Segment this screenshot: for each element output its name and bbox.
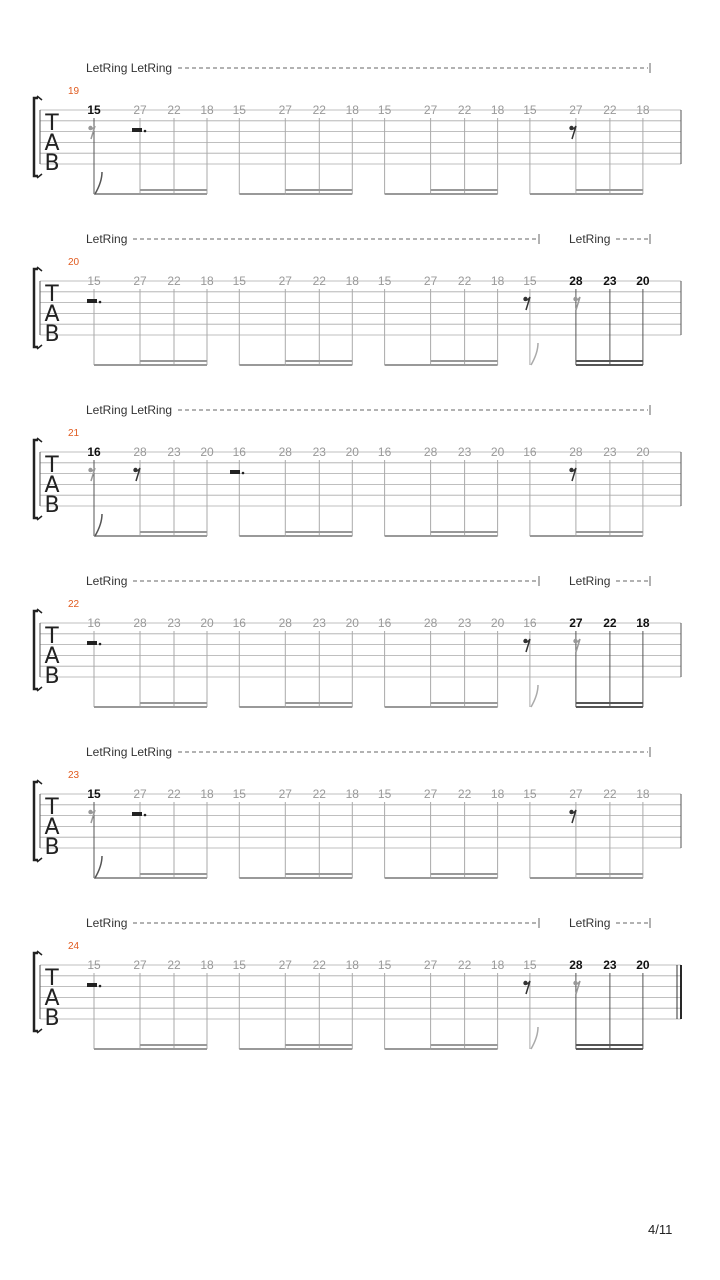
fret-number: 15 — [523, 958, 537, 972]
note-flag — [531, 343, 538, 365]
fret-number: 16 — [232, 445, 246, 459]
fret-number: 15 — [232, 274, 246, 288]
fret-number: 18 — [200, 958, 214, 972]
note-flag — [95, 856, 102, 878]
fret-number: 28 — [569, 274, 583, 288]
tab-clef-letter: B — [44, 664, 60, 689]
fret-number: 18 — [345, 787, 359, 801]
fret-number: 15 — [523, 274, 537, 288]
dotted-rest-icon — [87, 299, 97, 303]
fret-number: 18 — [490, 274, 505, 288]
fret-number: 16 — [523, 616, 537, 630]
fret-number: 18 — [490, 103, 505, 117]
fret-number: 22 — [167, 103, 181, 117]
fret-number: 22 — [603, 103, 617, 117]
note-flag — [531, 1027, 538, 1049]
tab-system-20 — [34, 232, 681, 365]
system-bracket — [34, 440, 38, 518]
rest-dot — [99, 643, 102, 646]
fret-number: 27 — [569, 787, 583, 801]
fret-number: 20 — [345, 445, 359, 459]
fret-number: 15 — [87, 103, 101, 117]
tab-system-19 — [34, 61, 681, 194]
fret-number: 28 — [423, 616, 438, 630]
fret-number: 15 — [232, 958, 246, 972]
fret-number: 20 — [636, 445, 650, 459]
let-ring-label: LetRing LetRing — [86, 745, 173, 759]
fret-number: 18 — [200, 103, 214, 117]
let-ring-label: LetRing — [86, 916, 128, 930]
tab-clef-letter: T — [45, 453, 59, 478]
system-bracket — [34, 611, 38, 689]
fret-number: 20 — [490, 445, 505, 459]
fret-number: 22 — [167, 787, 181, 801]
tab-clef-letter: A — [44, 473, 60, 498]
fret-number: 22 — [457, 787, 472, 801]
fret-number: 15 — [377, 103, 392, 117]
fret-number: 15 — [377, 958, 392, 972]
dotted-rest-icon — [87, 641, 97, 645]
tab-system-22 — [34, 574, 681, 707]
fret-number: 18 — [200, 787, 214, 801]
measure-number: 23 — [68, 770, 80, 781]
fret-number: 27 — [278, 103, 292, 117]
fret-number: 27 — [423, 103, 438, 117]
dotted-rest-icon — [230, 470, 240, 474]
fret-number: 20 — [636, 274, 650, 288]
fret-number: 15 — [523, 787, 537, 801]
fret-number: 15 — [232, 787, 246, 801]
fret-number: 27 — [423, 958, 438, 972]
let-ring-label: LetRing — [86, 574, 128, 588]
fret-number: 15 — [377, 787, 392, 801]
fret-number: 22 — [167, 958, 181, 972]
fret-number: 28 — [278, 445, 292, 459]
fret-number: 23 — [167, 445, 181, 459]
system-bracket — [34, 98, 38, 176]
note-flag — [531, 685, 538, 707]
tab-clef-letter: T — [45, 795, 59, 820]
fret-number: 28 — [423, 445, 438, 459]
fret-number: 22 — [457, 103, 472, 117]
fret-number: 28 — [569, 445, 583, 459]
fret-number: 22 — [312, 787, 326, 801]
rest-dot — [99, 301, 102, 304]
fret-number: 27 — [569, 616, 583, 630]
dotted-rest-icon — [87, 983, 97, 987]
fret-number: 15 — [87, 958, 101, 972]
fret-number: 27 — [133, 787, 147, 801]
fret-number: 18 — [636, 787, 650, 801]
tab-clef-letter: B — [44, 835, 60, 860]
fret-number: 27 — [278, 958, 292, 972]
rest-dot — [242, 472, 245, 475]
fret-number: 27 — [423, 274, 438, 288]
fret-number: 27 — [278, 787, 292, 801]
fret-number: 18 — [200, 274, 214, 288]
rest-dot — [99, 985, 102, 988]
tab-clef-letter: T — [45, 624, 59, 649]
let-ring-label: LetRing LetRing — [86, 403, 173, 417]
fret-number: 23 — [603, 445, 617, 459]
measure-number: 22 — [68, 599, 80, 610]
fret-number: 23 — [457, 616, 472, 630]
let-ring-label: LetRing — [569, 232, 611, 246]
fret-number: 23 — [312, 445, 326, 459]
fret-number: 15 — [87, 787, 101, 801]
fret-number: 16 — [87, 445, 101, 459]
fret-number: 22 — [457, 274, 472, 288]
tab-clef-letter: B — [44, 151, 60, 176]
fret-number: 22 — [603, 616, 617, 630]
note-flag — [95, 172, 102, 194]
fret-number: 15 — [87, 274, 101, 288]
fret-number: 27 — [423, 787, 438, 801]
fret-number: 18 — [345, 958, 359, 972]
measure-number: 21 — [68, 428, 80, 439]
fret-number: 28 — [569, 958, 583, 972]
fret-number: 27 — [133, 103, 147, 117]
tab-system-23 — [34, 745, 681, 878]
fret-number: 22 — [603, 787, 617, 801]
fret-number: 22 — [312, 103, 326, 117]
fret-number: 28 — [133, 616, 147, 630]
tab-system-21 — [34, 403, 681, 536]
measure-number: 20 — [68, 257, 80, 268]
fret-number: 20 — [200, 616, 214, 630]
fret-number: 27 — [133, 958, 147, 972]
fret-number: 23 — [603, 958, 617, 972]
let-ring-label: LetRing — [569, 574, 611, 588]
tab-clef-letter: B — [44, 493, 60, 518]
fret-number: 27 — [133, 274, 147, 288]
tab-clef-letter: B — [44, 1006, 60, 1031]
tab-clef-letter: T — [45, 111, 59, 136]
fret-number: 20 — [636, 958, 650, 972]
fret-number: 15 — [377, 274, 392, 288]
let-ring-label: LetRing — [569, 916, 611, 930]
tab-clef-letter: A — [44, 815, 60, 840]
rest-dot — [144, 130, 147, 133]
fret-number: 18 — [490, 787, 505, 801]
tab-clef-letter: T — [45, 966, 59, 991]
fret-number: 22 — [167, 274, 181, 288]
fret-number: 23 — [167, 616, 181, 630]
fret-number: 16 — [377, 445, 392, 459]
dotted-rest-icon — [132, 128, 142, 132]
let-ring-label: LetRing — [86, 232, 128, 246]
fret-number: 23 — [457, 445, 472, 459]
fret-number: 15 — [523, 103, 537, 117]
fret-number: 22 — [457, 958, 472, 972]
fret-number: 23 — [312, 616, 326, 630]
fret-number: 18 — [636, 616, 650, 630]
fret-number: 15 — [232, 103, 246, 117]
system-bracket — [34, 782, 38, 860]
rest-dot — [144, 814, 147, 817]
fret-number: 18 — [490, 958, 505, 972]
dotted-rest-icon — [132, 812, 142, 816]
tab-system-24 — [34, 916, 681, 1049]
fret-number: 16 — [523, 445, 537, 459]
tab-clef-letter: A — [44, 986, 60, 1011]
tab-clef-letter: A — [44, 644, 60, 669]
fret-number: 16 — [377, 616, 392, 630]
fret-number: 28 — [133, 445, 147, 459]
system-bracket — [34, 953, 38, 1031]
fret-number: 27 — [569, 103, 583, 117]
measure-number: 24 — [68, 941, 80, 952]
tab-clef-letter: B — [44, 322, 60, 347]
system-bracket — [34, 269, 38, 347]
page-number: 4/11 — [648, 1222, 673, 1237]
tab-clef-letter: A — [44, 131, 60, 156]
fret-number: 18 — [636, 103, 650, 117]
note-flag — [95, 514, 102, 536]
fret-number: 16 — [87, 616, 101, 630]
measure-number: 19 — [68, 86, 80, 97]
fret-number: 20 — [200, 445, 214, 459]
let-ring-label: LetRing LetRing — [86, 61, 173, 75]
fret-number: 22 — [312, 958, 326, 972]
fret-number: 16 — [232, 616, 246, 630]
fret-number: 18 — [345, 274, 359, 288]
tab-clef-letter: T — [45, 282, 59, 307]
fret-number: 23 — [603, 274, 617, 288]
fret-number: 18 — [345, 103, 359, 117]
fret-number: 20 — [490, 616, 505, 630]
fret-number: 28 — [278, 616, 292, 630]
fret-number: 22 — [312, 274, 326, 288]
fret-number: 27 — [278, 274, 292, 288]
fret-number: 20 — [345, 616, 359, 630]
tab-clef-letter: A — [44, 302, 60, 327]
